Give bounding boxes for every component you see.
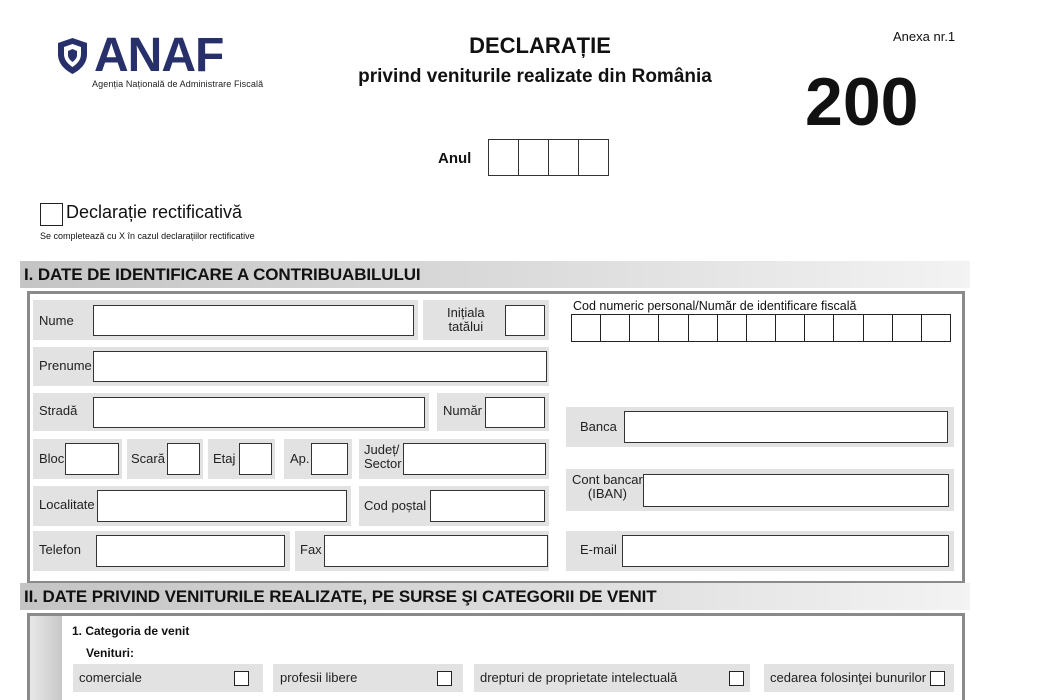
rectification-checkbox[interactable]	[40, 203, 63, 226]
cnp-digit-box[interactable]	[601, 315, 630, 341]
option-comerciale-label: comerciale	[79, 670, 142, 685]
cnp-digit-box[interactable]	[689, 315, 718, 341]
document-title: DECLARAȚIE	[469, 33, 611, 58]
initiala-label: Inițiala tatălui	[447, 305, 485, 334]
cod-postal-label: Cod poștal	[364, 498, 427, 513]
option-comerciale-checkbox[interactable]	[234, 671, 249, 686]
year-digit-box[interactable]	[549, 140, 579, 175]
nume-label: Nume	[39, 313, 74, 328]
option-cedarea-folosintei-label: cedarea folosinţei bunurilor	[770, 670, 927, 685]
localitate-label: Localitate	[39, 497, 95, 512]
cnp-digit-box[interactable]	[659, 315, 688, 341]
rectification-note: Se completează cu X în cazul declarațiilor rectificative	[40, 231, 255, 241]
cnp-digit-box[interactable]	[864, 315, 893, 341]
cnp-digit-box[interactable]	[630, 315, 659, 341]
banca-input[interactable]	[624, 411, 948, 443]
year-digit-box[interactable]	[519, 140, 549, 175]
ap-input[interactable]	[311, 443, 348, 475]
etaj-label: Etaj	[213, 451, 236, 466]
fax-input[interactable]	[324, 535, 548, 567]
year-input-boxes[interactable]	[488, 139, 609, 176]
cnp-digit-box[interactable]	[922, 315, 950, 341]
section-2-header: II. DATE PRIVIND VENITURILE REALIZATE, PE SURSE ŞI CATEGORII DE VENIT	[20, 583, 970, 610]
numar-input[interactable]	[485, 397, 545, 428]
scara-label: Scară	[131, 451, 165, 466]
prenume-input[interactable]	[93, 351, 547, 382]
numar-label: Număr	[443, 403, 483, 418]
judet-label: Județ/ Sector	[364, 442, 402, 471]
section-1-header: I. DATE DE IDENTIFICARE A CONTRIBUABILULUI	[20, 261, 970, 288]
fax-label: Fax	[300, 542, 322, 557]
nume-input[interactable]	[93, 305, 414, 336]
year-digit-box[interactable]	[579, 140, 608, 175]
telefon-input[interactable]	[96, 535, 285, 567]
option-cedarea-folosintei-checkbox[interactable]	[930, 671, 945, 686]
option-profesii-libere-label: profesii libere	[280, 670, 358, 685]
email-input[interactable]	[622, 535, 949, 567]
anaf-shield-icon	[56, 37, 89, 75]
cnp-digit-box[interactable]	[805, 315, 834, 341]
rectification-label: Declarație rectificativă	[66, 202, 243, 222]
cnp-digit-box[interactable]	[572, 315, 601, 341]
prenume-label: Prenume	[39, 358, 92, 373]
annex-label: Anexa nr.1	[893, 29, 956, 44]
cnp-digit-box[interactable]	[718, 315, 747, 341]
ap-label: Ap.	[290, 451, 310, 466]
section-2-side-stripe	[30, 616, 62, 700]
cod-postal-input[interactable]	[430, 490, 545, 522]
telefon-label: Telefon	[39, 542, 81, 557]
cnp-input-boxes[interactable]	[571, 314, 951, 342]
bloc-label: Bloc	[39, 451, 65, 466]
localitate-input[interactable]	[97, 490, 347, 522]
judet-input[interactable]	[403, 443, 546, 475]
strada-input[interactable]	[93, 397, 425, 428]
year-digit-box[interactable]	[489, 140, 519, 175]
form-number: 200	[805, 64, 919, 140]
cont-bancar-label: Cont bancar (IBAN)	[572, 472, 643, 501]
anaf-logo-text: ANAF	[94, 29, 224, 82]
category-title: 1. Categoria de venit	[72, 624, 190, 638]
income-label: Venituri:	[86, 646, 135, 660]
iban-input[interactable]	[643, 474, 949, 507]
cnp-label: Cod numeric personal/Număr de identificare fiscală	[573, 299, 857, 313]
email-label: E-mail	[580, 542, 617, 557]
bloc-input[interactable]	[65, 443, 119, 475]
banca-label: Banca	[580, 419, 617, 434]
option-drepturi-proprietate-label: drepturi de proprietate intelectuală	[480, 670, 678, 685]
cnp-digit-box[interactable]	[893, 315, 922, 341]
scara-input[interactable]	[167, 443, 200, 475]
document-subtitle: privind veniturile realizate din România	[358, 66, 712, 87]
anaf-logo-subtitle: Agenția Națională de Administrare Fiscală	[92, 79, 264, 89]
cnp-digit-box[interactable]	[776, 315, 805, 341]
etaj-input[interactable]	[239, 443, 272, 475]
cnp-digit-box[interactable]	[834, 315, 863, 341]
year-label: Anul	[438, 150, 472, 167]
option-profesii-libere-checkbox[interactable]	[437, 671, 452, 686]
option-drepturi-proprietate-checkbox[interactable]	[729, 671, 744, 686]
initiala-input[interactable]	[505, 305, 545, 336]
cnp-digit-box[interactable]	[747, 315, 776, 341]
strada-label: Stradă	[39, 403, 78, 418]
